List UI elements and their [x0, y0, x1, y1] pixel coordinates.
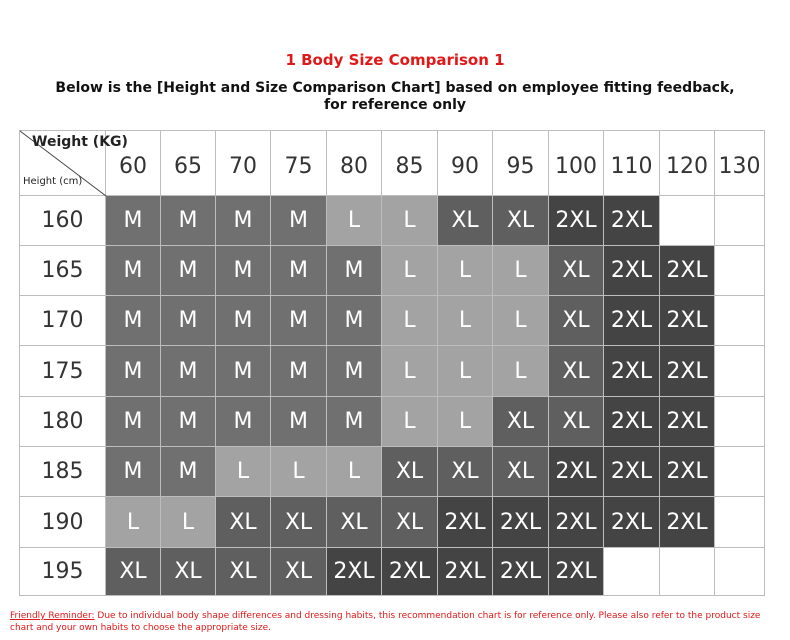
- size-cell: 2XL: [604, 296, 660, 346]
- size-cell: XL: [271, 497, 327, 548]
- size-cell: XL: [438, 196, 493, 246]
- reminder-text: Due to individual body shape differences and dressing habits, this recommendation chart is for reference only. Please also refer to the product size chart and your own habits to choose the appropriate size.: [10, 611, 761, 633]
- size-cell: M: [271, 296, 327, 346]
- table-row: [20, 447, 765, 497]
- size-cell: L: [382, 397, 438, 447]
- size-cell: [715, 296, 765, 346]
- size-cell: L: [493, 346, 549, 397]
- size-cell: M: [327, 296, 382, 346]
- size-cell: M: [271, 246, 327, 296]
- size-cell: M: [216, 246, 271, 296]
- size-cell: 2XL: [549, 447, 604, 497]
- header-corner-cell: [20, 131, 128, 196]
- size-cell: [715, 447, 765, 497]
- size-cell: L: [493, 246, 549, 296]
- size-cell: L: [438, 296, 493, 346]
- height-header-cell: 165: [20, 246, 106, 296]
- size-cell: M: [106, 246, 161, 296]
- size-cell: 2XL: [660, 296, 715, 346]
- size-cell: XL: [271, 548, 327, 596]
- size-cell: L: [161, 497, 216, 548]
- size-cell: 2XL: [604, 196, 660, 246]
- size-cell: 2XL: [438, 497, 493, 548]
- size-cell: M: [216, 196, 271, 246]
- size-cell: L: [438, 397, 493, 447]
- height-header-cell: 185: [20, 447, 106, 497]
- size-cell: M: [106, 296, 161, 346]
- size-cell: 2XL: [382, 548, 438, 596]
- size-cell: M: [106, 196, 161, 246]
- height-header-cell: 195: [20, 548, 106, 596]
- size-cell: [715, 497, 765, 548]
- height-axis-label: Height (cm): [23, 176, 83, 187]
- size-cell: [604, 548, 660, 596]
- size-cell: 2XL: [604, 346, 660, 397]
- size-cell: M: [327, 397, 382, 447]
- size-cell: L: [493, 296, 549, 346]
- size-cell: XL: [382, 447, 438, 497]
- table-row: [20, 397, 765, 447]
- table-row: [20, 548, 765, 596]
- size-cell: 2XL: [549, 196, 604, 246]
- size-cell: 2XL: [549, 497, 604, 548]
- size-cell: XL: [549, 346, 604, 397]
- size-cell: 2XL: [660, 447, 715, 497]
- size-cell: M: [161, 246, 216, 296]
- size-cell: M: [161, 447, 216, 497]
- size-cell: XL: [161, 548, 216, 596]
- table-row: [20, 246, 765, 296]
- size-comparison-table: [19, 130, 765, 596]
- weight-header-cell: 75: [271, 131, 327, 196]
- size-cell: XL: [549, 296, 604, 346]
- weight-header-cell: 80: [327, 131, 382, 196]
- height-header-cell: 175: [20, 346, 106, 397]
- page-title: 1 Body Size Comparison 1: [285, 51, 505, 69]
- size-cell: 2XL: [327, 548, 382, 596]
- size-cell: M: [161, 196, 216, 246]
- size-cell: XL: [549, 397, 604, 447]
- weight-header-cell: 70: [216, 131, 271, 196]
- size-cell: 2XL: [604, 497, 660, 548]
- table-row: [20, 497, 765, 548]
- size-cell: XL: [493, 196, 549, 246]
- weight-header-cell: 95: [493, 131, 549, 196]
- weight-header-cell: 130: [715, 131, 765, 196]
- size-cell: XL: [493, 447, 549, 497]
- height-header-cell: 180: [20, 397, 106, 447]
- size-cell: M: [106, 447, 161, 497]
- weight-header-cell: 60: [106, 131, 161, 196]
- size-cell: M: [161, 296, 216, 346]
- size-cell: M: [216, 397, 271, 447]
- size-cell: L: [438, 246, 493, 296]
- weight-header-cell: 100: [549, 131, 604, 196]
- size-cell: XL: [216, 548, 271, 596]
- height-header-cell: 170: [20, 296, 106, 346]
- size-cell: M: [106, 397, 161, 447]
- friendly-reminder: [10, 610, 785, 634]
- size-cell: L: [382, 246, 438, 296]
- size-cell: M: [327, 346, 382, 397]
- size-cell: XL: [549, 246, 604, 296]
- size-cell: [715, 196, 765, 246]
- size-cell: M: [327, 246, 382, 296]
- size-cell: M: [216, 346, 271, 397]
- size-cell: XL: [438, 447, 493, 497]
- size-cell: L: [438, 346, 493, 397]
- size-cell: L: [382, 296, 438, 346]
- size-cell: XL: [493, 397, 549, 447]
- size-cell: 2XL: [660, 497, 715, 548]
- height-header-cell: 190: [20, 497, 106, 548]
- size-cell: 2XL: [604, 397, 660, 447]
- size-cell: [715, 548, 765, 596]
- size-cell: L: [271, 447, 327, 497]
- size-cell: 2XL: [493, 497, 549, 548]
- size-cell: L: [382, 346, 438, 397]
- size-cell: 2XL: [438, 548, 493, 596]
- table-row: [20, 196, 765, 246]
- size-cell: 2XL: [660, 346, 715, 397]
- weight-header-cell: 120: [660, 131, 715, 196]
- size-cell: M: [106, 346, 161, 397]
- size-cell: L: [106, 497, 161, 548]
- size-cell: L: [382, 196, 438, 246]
- size-cell: XL: [106, 548, 161, 596]
- height-header-cell: 160: [20, 196, 106, 246]
- size-cell: XL: [327, 497, 382, 548]
- size-cell: M: [161, 397, 216, 447]
- size-cell: [660, 196, 715, 246]
- weight-axis-label: Weight (KG): [32, 134, 128, 150]
- size-cell: XL: [216, 497, 271, 548]
- weight-header-cell: 65: [161, 131, 216, 196]
- size-cell: 2XL: [604, 246, 660, 296]
- size-cell: [715, 346, 765, 397]
- table-row: [20, 346, 765, 397]
- size-cell: [660, 548, 715, 596]
- size-cell: M: [271, 196, 327, 246]
- size-cell: [715, 397, 765, 447]
- weight-header-row: [20, 131, 765, 196]
- size-cell: M: [216, 296, 271, 346]
- size-cell: 2XL: [660, 397, 715, 447]
- size-cell: M: [271, 397, 327, 447]
- page-subtitle: Below is the [Height and Size Comparison Chart] based on employee fitting feedback, for reference only: [55, 80, 735, 113]
- table-row: [20, 296, 765, 346]
- size-cell: 2XL: [549, 548, 604, 596]
- reminder-label: Friendly Reminder:: [10, 611, 95, 621]
- size-cell: [715, 246, 765, 296]
- size-cell: 2XL: [604, 447, 660, 497]
- size-cell: 2XL: [493, 548, 549, 596]
- size-cell: L: [327, 196, 382, 246]
- weight-header-cell: 85: [382, 131, 438, 196]
- size-cell: M: [271, 346, 327, 397]
- size-cell: L: [216, 447, 271, 497]
- weight-header-cell: 110: [604, 131, 660, 196]
- size-cell: 2XL: [660, 246, 715, 296]
- size-cell: XL: [382, 497, 438, 548]
- weight-header-cell: 90: [438, 131, 493, 196]
- size-cell: M: [161, 346, 216, 397]
- size-cell: L: [327, 447, 382, 497]
